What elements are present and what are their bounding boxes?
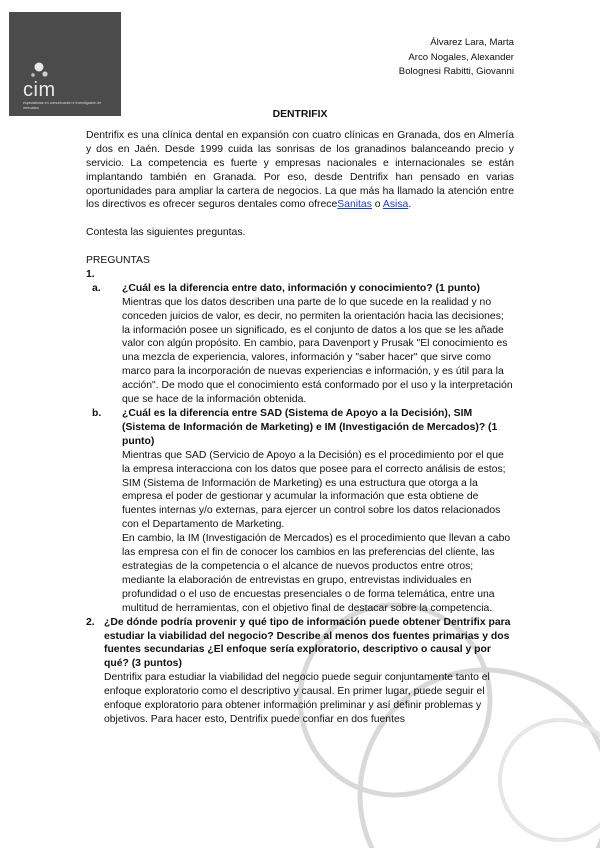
question-1b [86,407,514,616]
question-number: 1. [86,268,95,280]
document-title: DENTRIFIX [272,109,328,120]
answer-text: Mientras que SAD (Servicio de Apoyo a la Decisión) es el procedimiento por el que la empresa interacciona con los datos que posee para el correcto análisis de estos; SIM (Sistema de Información de Marketing) es una estructura que otorga a la empresa el poder de gestionar y acumular la información que esta obtiene de fuentes internas y/o externas, para ejercer un control sobre los datos relacionados con el Departamento de Marketing. [122,449,506,531]
answer-text: En cambio, la IM (Investigación de Mercados) es el procedimiento que llevan a cabo las empresa con el fin de conocer los cambios en las preferencias del cliente, las estrategias de la competencia o el alcance de nuevos productos entre otros; mediante la elaboración de entrevistas en grupo, entrevistas individuales en profundidad o el uso de encuestas presenciales o de forma telemática, entre una multitud de herramientas, con el objetivo final de destacar sobre la competencia. [122,533,511,614]
question-text: ¿Cuál es la diferencia entre dato, información y conocimiento? (1 punto) [122,282,480,294]
question-1a [86,282,514,407]
logo-wordmark: cim [23,79,56,101]
logo-tagline: especialistas en comunicación e investigación de mercados [23,101,102,110]
question-text: ¿Cuál es la diferencia entre SAD (Sistema de Apoyo a la Decisión), SIM (Sistema de Información de Marketing) e IM (Investigación de Mercados)? (1 punto) [122,408,498,447]
question-1 [86,268,514,282]
author-list [399,36,514,80]
answer-text: Mientras que los datos describen una parte de lo que sucede en la realidad y no conceden juicios de valor, es decir, no permiten la orientación hacia las decisiones; la información posee un significado, es el conjunto de datos a los que se les añade valor con algún propósito. En cambio, para Davenport y Prusak "El conocimiento es una mezcla de experiencia, valores, información y "saber hacer" que sirve como marco para la incorporación de nuevas experiencias e información, y es útil para la acción". De modo que el conocimiento está conformado por el uso y la interpretación que se hace de la información obtenida. [122,296,513,406]
author-name: Álvarez Lara, Marta [430,37,514,48]
intro-connector: o [371,199,383,211]
sub-question-label: b. [92,408,102,419]
link-asisa[interactable]: Asisa [382,199,409,211]
author-name: Arco Nogales, Alexander [408,51,514,63]
sub-question-label: a. [92,282,101,294]
intro-end: . [408,199,412,211]
instruction-text: Contesta las siguientes preguntas. [86,227,246,239]
answer-text: Dentrifix para estudiar la viabilidad del negocio puede seguir conjuntamente tanto el enfoque exploratorio como el descriptivo y causal. En primer lugar, puede seguir el enfoque exploratorio para obtener información preliminar y así definir problemas y objetivos. Para hacer esto, Dentrifix puede confiar en dos fuentes [104,672,490,725]
author-name: Bolognesi Rabitti, Giovanni [398,66,514,78]
cim-logo [9,12,121,116]
intro-text: Dentrifix es una clínica dental en expansión con cuatro clínicas en Granada, dos en Almería y dos en Jaén. Desde 1999 cuida las sonrisas de los granadinos balanceando precio y servicio. La competencia es fuerte y empresas nacionales e internacionales se están implantando también en Granada. Por eso, desde Dentrifix han pensado en varias oportunidades para ampliar la cartera de negocios. La que más ha llamado la atención entre los directivos es ofrecer seguros dentales como ofrece [86,129,514,211]
question-number: 2. [86,616,95,628]
document-body [86,108,514,727]
intro-paragraph [86,129,514,212]
link-sanitas[interactable]: Sanitas [337,199,372,211]
section-heading: PREGUNTAS [86,255,150,267]
question-2 [86,616,514,727]
question-text: ¿De dónde podría provenir y qué tipo de información puede obtener Dentrifix para estudiar la viabilidad del negocio? Describe al menos dos fuentes primarias y dos fuentes secundarias ¿El enfoque sería exploratorio, descriptivo o causal y por qué? (3 puntos) [104,616,511,670]
